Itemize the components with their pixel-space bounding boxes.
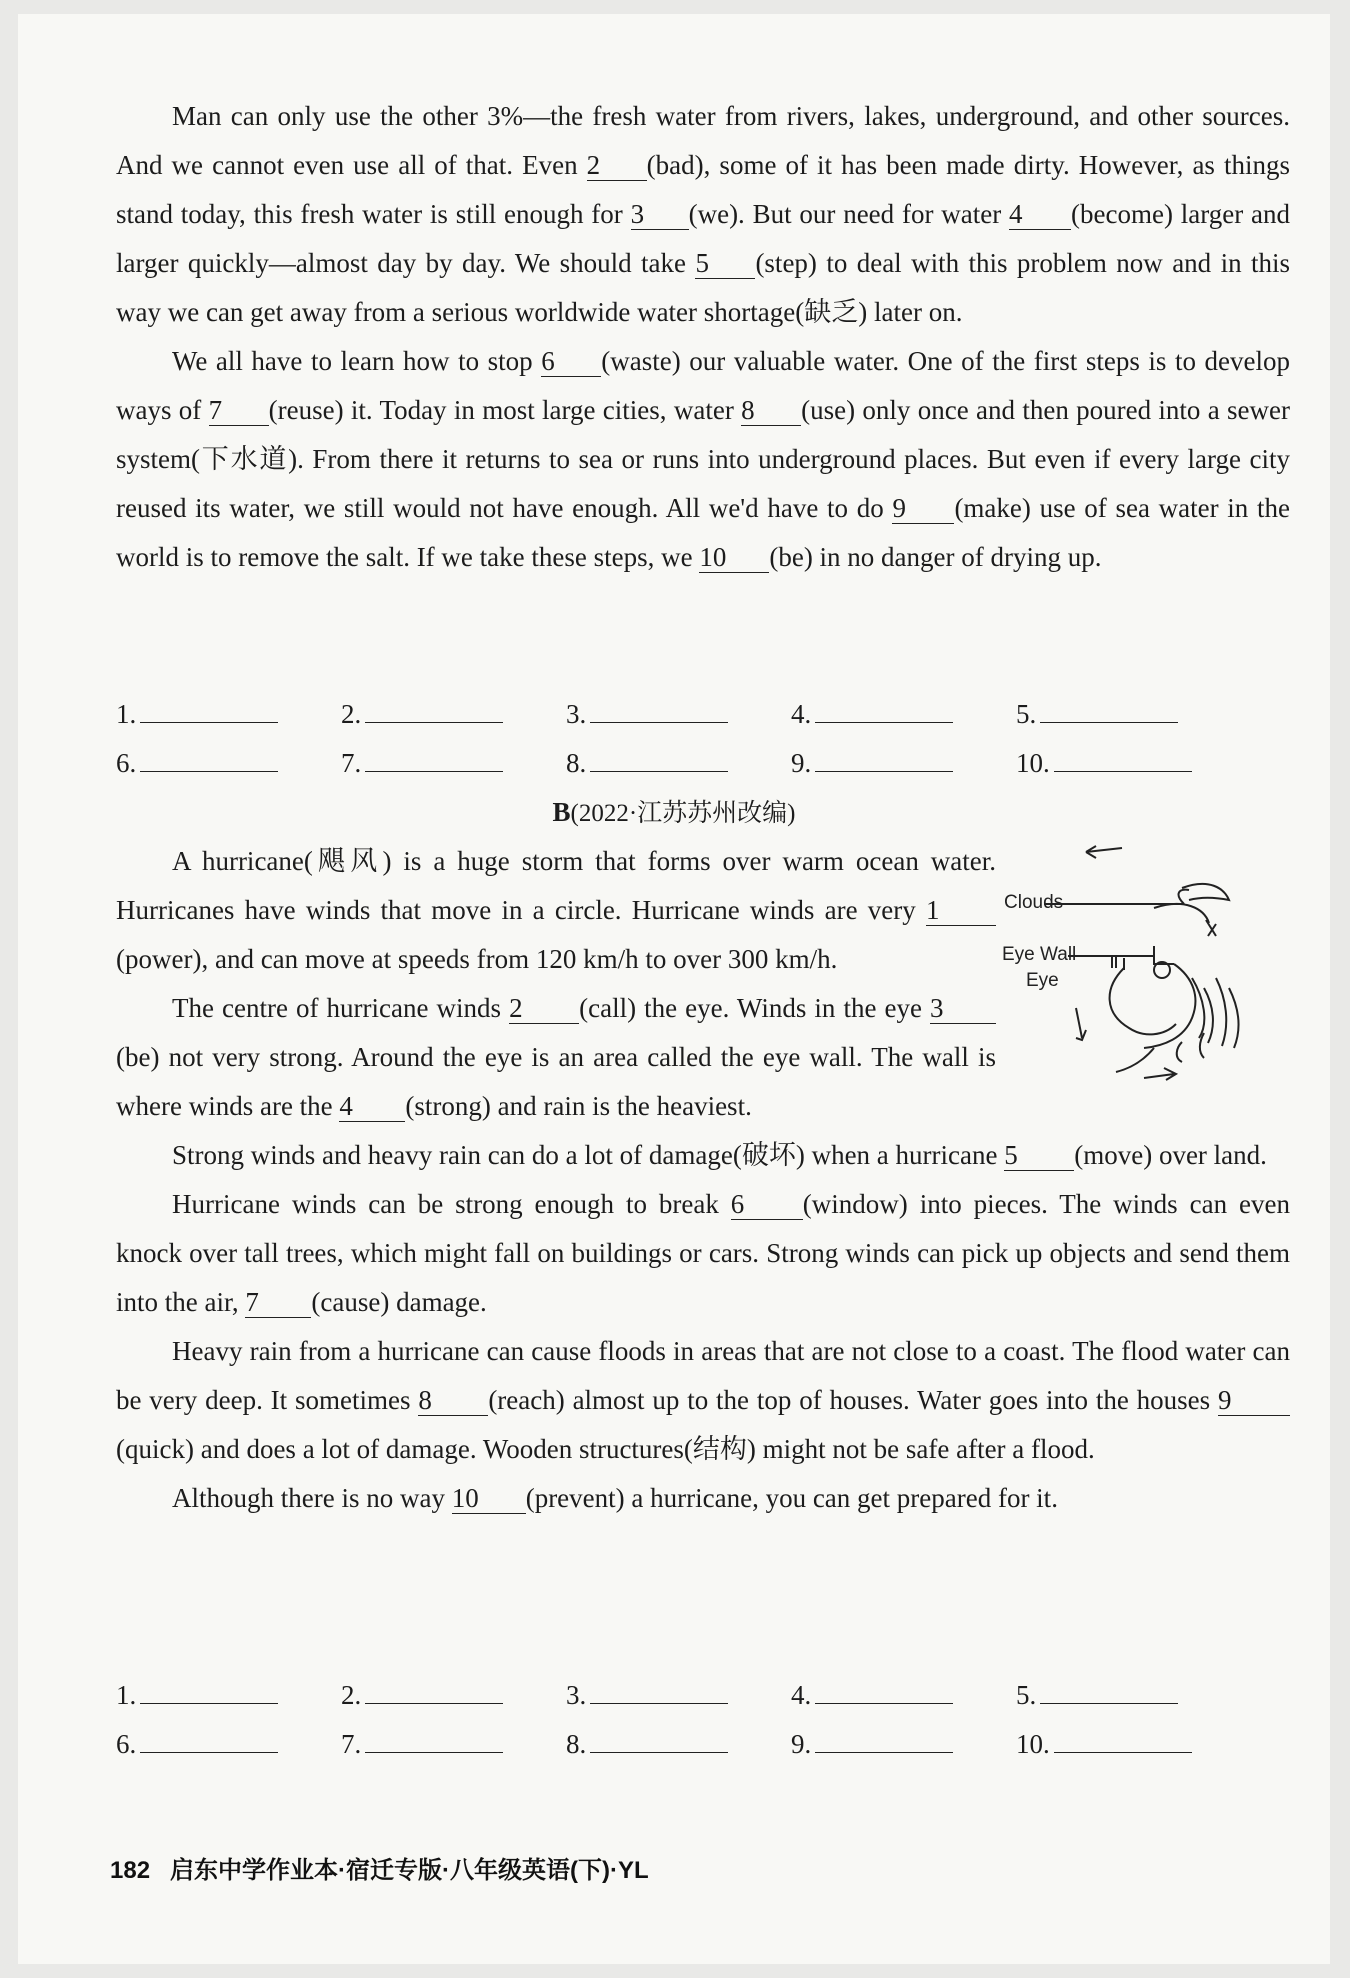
answer-lines-a (116, 690, 1290, 788)
answer-slot[interactable]: 5. (1016, 1671, 1178, 1720)
answer-line[interactable] (590, 692, 728, 723)
book-title: 启东中学作业本·宿迁专版·八年级英语(下)·YL (170, 1857, 649, 1884)
answer-line[interactable] (365, 741, 503, 772)
blank-b6: 6 (731, 1189, 803, 1220)
passage-b-paragraph-4: Hurricane winds can be strong enough to break 6 (window) into pieces. The winds can even knock over tall trees, which might fall on buildings or cars. Strong winds can pick up objects and send them into the air, 7 (cause) damage. (116, 1189, 1290, 1317)
blank-a10: 10 (699, 542, 769, 573)
answer-line[interactable] (365, 1673, 503, 1704)
passage-a-paragraph-1: Man can only use the other 3%—the fresh water from rivers, lakes, underground, and other sources. And we cannot even use all of that. Even 2 (bad), some of it has been made dirty. However, as things stand today, this fresh water is still enough for 3 (we). But our need for water 4 (become) larger and larger quickly—almost day by day. We should take 5 (step) to deal with this problem now and in this way we can get away from a serious worldwide water shortage(缺乏) later on. (116, 101, 1291, 327)
blank-a2: 2 (587, 150, 647, 181)
answer-row (116, 1671, 1290, 1720)
answer-line[interactable] (815, 1722, 953, 1753)
answer-line[interactable] (590, 1673, 728, 1704)
answer-slot[interactable]: 2. (341, 690, 503, 739)
blank-a6: 6 (541, 346, 601, 377)
answer-line[interactable] (815, 1673, 953, 1704)
blank-b8: 8 (418, 1385, 488, 1416)
blank-a8: 8 (741, 395, 801, 426)
section-b-title: B(2022·江苏苏州改编) (552, 797, 796, 827)
blank-b4: 4 (339, 1091, 405, 1122)
page-footer (110, 1850, 649, 1885)
blank-b7: 7 (245, 1287, 311, 1318)
diagram-label-eye-wall: Eye Wall (1002, 944, 1077, 965)
blank-b2: 2 (509, 993, 579, 1024)
answer-slot[interactable]: 7. (341, 739, 503, 788)
blank-b10: 10 (452, 1483, 526, 1514)
blank-b9: 9 (1218, 1385, 1290, 1416)
diagram-label-eye: Eye (1026, 970, 1059, 991)
answer-slot[interactable]: 5. (1016, 690, 1178, 739)
answer-slot[interactable]: 1. (116, 1671, 278, 1720)
answer-slot[interactable]: 2. (341, 1671, 503, 1720)
passage-a (116, 92, 1290, 582)
answer-line[interactable] (140, 1673, 278, 1704)
answer-slot[interactable]: 4. (791, 690, 953, 739)
answer-line[interactable] (815, 741, 953, 772)
answer-slot[interactable]: 9. (791, 1720, 953, 1769)
answer-slot[interactable]: 6. (116, 1720, 278, 1769)
hurricane-diagram (1004, 828, 1304, 1128)
answer-lines-b (116, 1671, 1290, 1769)
answer-slot[interactable]: 8. (566, 739, 728, 788)
answer-slot[interactable]: 10. (1016, 1720, 1192, 1769)
answer-line[interactable] (140, 741, 278, 772)
blank-b1: 1 (926, 895, 996, 926)
answer-line[interactable] (1054, 1722, 1192, 1753)
answer-line[interactable] (365, 692, 503, 723)
answer-slot[interactable]: 1. (116, 690, 278, 739)
answer-slot[interactable]: 6. (116, 739, 278, 788)
passage-b-paragraph-6: Although there is no way 10 (prevent) a hurricane, you can get prepared for it. (172, 1483, 1058, 1513)
answer-slot[interactable]: 7. (341, 1720, 503, 1769)
blank-a7: 7 (209, 395, 269, 426)
blank-b3: 3 (930, 993, 996, 1024)
blank-a9: 9 (892, 493, 954, 524)
diagram-label-clouds: Clouds (1004, 892, 1064, 913)
answer-slot[interactable]: 10. (1016, 739, 1192, 788)
answer-line[interactable] (590, 1722, 728, 1753)
section-b-source: (2022·江苏苏州改编) (570, 800, 796, 827)
answer-line[interactable] (140, 692, 278, 723)
passage-b-paragraph-5: Heavy rain from a hurricane can cause floods in areas that are not close to a coast. The flood water can be very deep. It sometimes 8 (reach) almost up to the top of houses. Water goes into the houses 9(quick) and does a lot of damage. Wooden structures(结构) might not be safe after a flood. (116, 1336, 1290, 1464)
passage-b-upper (116, 837, 996, 1131)
passage-b-paragraph-1: A hurricane(飓风) is a huge storm that forms over warm ocean water. Hurricanes have winds that move in a circle. Hurricane winds are very 1(power), and can move at speeds from 120 km/h to over 300 km/h. (116, 846, 996, 974)
answer-row (116, 1720, 1290, 1769)
passage-b-paragraph-3: Strong winds and heavy rain can do a lot of damage(破坏) when a hurricane 5 (move) over land. (172, 1140, 1267, 1170)
answer-row (116, 690, 1290, 739)
answer-slot[interactable]: 4. (791, 1671, 953, 1720)
answer-slot[interactable]: 8. (566, 1720, 728, 1769)
worksheet-page (18, 14, 1330, 1964)
answer-slot[interactable]: 3. (566, 690, 728, 739)
answer-slot[interactable]: 3. (566, 1671, 728, 1720)
answer-line[interactable] (1040, 692, 1178, 723)
blank-b5: 5 (1004, 1140, 1074, 1171)
blank-a4: 4 (1009, 199, 1071, 230)
passage-a-paragraph-2: We all have to learn how to stop 6 (waste) our valuable water. One of the first steps is to develop ways of 7 (reuse) it. Today in most large cities, water 8 (use) only once and then poured into a sewer system(下水道). From there it returns to sea or runs into underground places. But even if every large city reused its water, we still would not have enough. All we'd have to do 9 (make) use of sea water in the world is to remove the salt. If we take these steps, we 10 (be) in no danger of drying up. (116, 346, 1291, 572)
answer-slot[interactable]: 9. (791, 739, 953, 788)
passage-b-lower (116, 1131, 1290, 1523)
passage-b-paragraph-2: The centre of hurricane winds 2 (call) the eye. Winds in the eye 3(be) not very strong. Around the eye is an area called the eye wall. The wall is where winds are the 4 (strong) and rain is the heaviest. (116, 993, 996, 1121)
answer-line[interactable] (140, 1722, 278, 1753)
answer-row (116, 739, 1290, 788)
blank-a3: 3 (631, 199, 689, 230)
page-number: 182 (110, 1857, 151, 1884)
answer-line[interactable] (1054, 741, 1192, 772)
blank-a5: 5 (695, 248, 755, 279)
answer-line[interactable] (365, 1722, 503, 1753)
answer-line[interactable] (590, 741, 728, 772)
answer-line[interactable] (815, 692, 953, 723)
answer-line[interactable] (1040, 1673, 1178, 1704)
